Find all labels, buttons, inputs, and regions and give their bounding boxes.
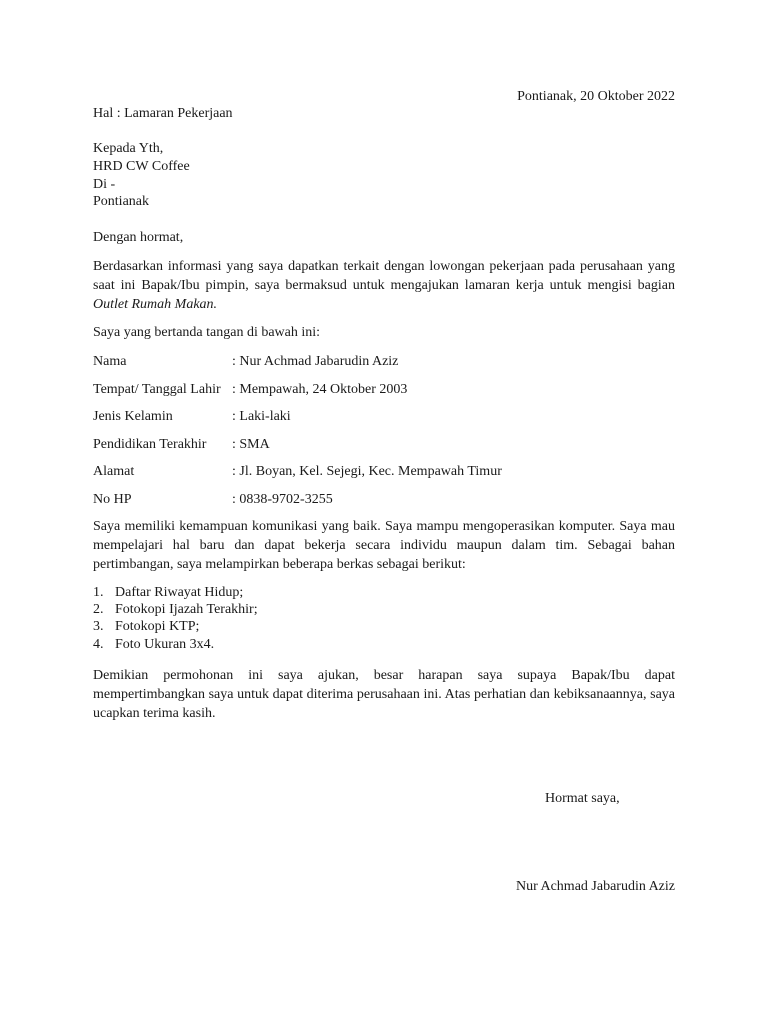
list-number: 4. — [93, 637, 104, 652]
identity-value: : Jl. Boyan, Kel. Sejegi, Kec. Mempawah Timur — [232, 464, 502, 479]
identity-label: Jenis Kelamin — [93, 409, 173, 424]
place-date: Pontianak, 20 Oktober 2022 — [517, 89, 675, 104]
intro-position: Outlet Rumah Makan. — [93, 297, 218, 312]
skills-paragraph: Saya memiliki kemampuan komunikasi yang baik. Saya mampu mengoperasikan komputer. Saya mau mempelajari hal baru dan dapat bekerja secara individu maupun dalam tim. Sebagai bahan pertimbangan, saya melampirkan beberapa berkas sebagai berikut: — [93, 519, 675, 572]
identity-label: Nama — [93, 354, 127, 369]
sign-off: Hormat saya, — [545, 791, 620, 806]
recipient-line: HRD CW Coffee — [93, 159, 190, 174]
identity-label: No HP — [93, 492, 132, 507]
list-number: 3. — [93, 619, 104, 634]
identity-intro: Saya yang bertanda tangan di bawah ini: — [93, 325, 321, 340]
identity-value: : Mempawah, 24 Oktober 2003 — [232, 382, 408, 397]
list-number: 1. — [93, 585, 104, 600]
identity-label: Tempat/ Tanggal Lahir — [93, 382, 221, 397]
signer-name: Nur Achmad Jabarudin Aziz — [515, 879, 675, 894]
recipient-line: Kepada Yth, — [93, 141, 164, 156]
closing-paragraph: Demikian permohonan ini saya ajukan, besar harapan saya supaya Bapak/Ibu dapat mempertimbangkan saya untuk dapat diterima perusahaan ini. Atas perhatian dan kebiksanaannya, saya ucapkan terima kasih. — [93, 668, 675, 721]
identity-label: Pendidikan Terakhir — [93, 437, 207, 452]
identity-value: : SMA — [232, 437, 270, 452]
intro-text: Berdasarkan informasi yang saya dapatkan terkait dengan lowongan pekerjaan pada perusahaan yang saat ini Bapak/Ibu pimpin, saya bermaksud untuk mengajukan lamaran kerja untuk mengisi bagian — [93, 259, 675, 293]
list-number: 2. — [93, 602, 104, 617]
identity-value: : Nur Achmad Jabarudin Aziz — [232, 354, 399, 369]
list-text: Daftar Riwayat Hidup; — [115, 585, 244, 600]
identity-value: : Laki-laki — [232, 409, 291, 424]
letter-subject: Hal : Lamaran Pekerjaan — [93, 106, 233, 121]
recipient-line: Di - — [93, 177, 116, 192]
list-text: Fotokopi Ijazah Terakhir; — [115, 602, 258, 617]
list-text: Fotokopi KTP; — [115, 619, 200, 634]
recipient-line: Pontianak — [93, 194, 149, 209]
identity-value: : 0838-9702-3255 — [232, 492, 333, 507]
intro-paragraph — [93, 257, 675, 314]
identity-label: Alamat — [93, 464, 135, 479]
list-text: Foto Ukuran 3x4. — [115, 637, 215, 652]
greeting: Dengan hormat, — [93, 230, 184, 245]
